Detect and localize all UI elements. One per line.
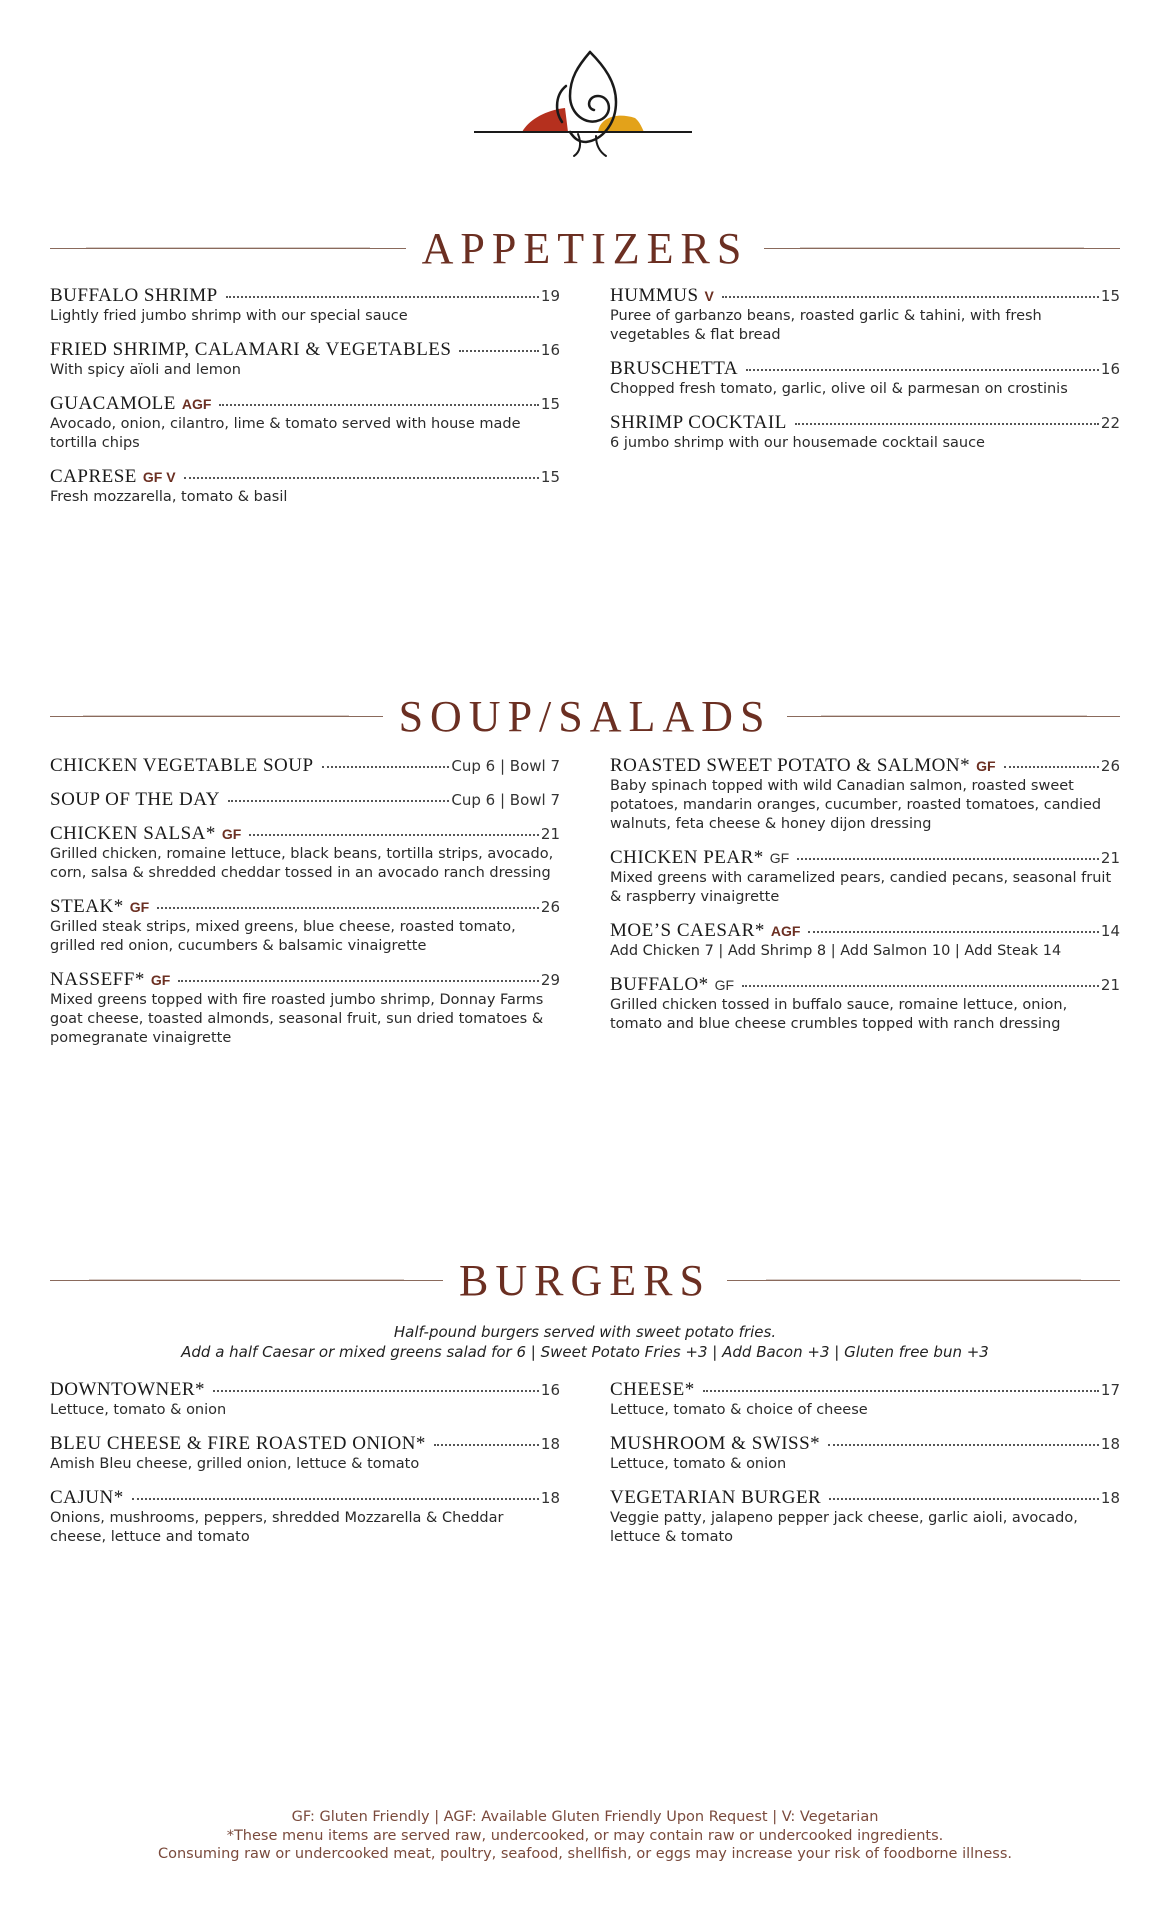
dot-leader (219, 404, 538, 406)
menu-item-name: CHICKEN PEAR* (610, 847, 764, 868)
divider-right (787, 716, 1120, 717)
menu-item (50, 467, 560, 507)
footer-legend: GF: Gluten Friendly | AGF: Available Gluten Friendly Upon Request | V: Vegetarian (291, 1809, 879, 1825)
menu-item-name: ROASTED SWEET POTATO & SALMON* (610, 755, 971, 776)
dot-leader (157, 907, 539, 909)
dot-leader (797, 858, 1099, 860)
menu-item-name: NASSEFF* (50, 969, 145, 990)
menu-item-name: CAPRESE (50, 466, 137, 487)
menu-item-price: 17 (1100, 1381, 1120, 1399)
divider-left (50, 716, 383, 717)
menu-item-name: BUFFALO SHRIMP (50, 285, 218, 306)
burgers-header (50, 1250, 1120, 1310)
menu-item-row (610, 286, 1120, 306)
menu-item-row (50, 1434, 560, 1454)
divider-right (764, 248, 1120, 249)
menu-item (610, 756, 1120, 834)
dietary-tag: GF (976, 758, 996, 774)
menu-item-price: 16 (540, 1381, 560, 1399)
menu-item-price: 16 (1100, 360, 1120, 378)
menu-item-name: STEAK* (50, 896, 124, 917)
menu-item-name: BRUSCHETTA (610, 358, 739, 379)
menu-item (610, 1380, 1120, 1420)
menu-item (610, 921, 1120, 961)
soups-header (50, 686, 1120, 746)
dot-leader (249, 834, 539, 836)
dot-leader (828, 1444, 1099, 1446)
menu-item-row (610, 359, 1120, 379)
menu-item-description: 6 jumbo shrimp with our housemade cocktail sauce (610, 435, 985, 451)
dietary-tag: GF (714, 977, 735, 993)
menu-item-row (610, 921, 1120, 941)
menu-item-description: Lettuce, tomato & onion (50, 1402, 227, 1418)
footer-warning-2: Consuming raw or undercooked meat, poultry, seafood, shellfish, or eggs may increase your risk of foodborne illness. (157, 1846, 1013, 1862)
menu-item-description: Grilled chicken, romaine lettuce, black beans, tortilla strips, avocado, corn, salsa & shredded cheddar tossed in an avocado ranch dressing (50, 846, 554, 881)
dot-leader (703, 1390, 1099, 1392)
dietary-tag: GF (150, 972, 171, 988)
menu-item-row (610, 413, 1120, 433)
appetizers-header (50, 218, 1120, 278)
menu-item-price: 18 (540, 1489, 560, 1507)
burgers-intro (50, 1322, 1120, 1362)
menu-footer (50, 1808, 1120, 1864)
menu-item-price: 15 (540, 468, 560, 486)
menu-item-description: Grilled chicken tossed in buffalo sauce, romaine lettuce, onion, tomato and blue cheese crumbles topped with ranch dressing (610, 997, 1068, 1032)
dot-leader (228, 800, 449, 802)
menu-item (50, 1434, 560, 1474)
menu-item-name: CHEESE* (610, 1379, 695, 1400)
menu-item-price: 18 (1100, 1489, 1120, 1507)
dot-leader (722, 296, 1099, 298)
menu-item-price: 14 (1100, 922, 1120, 940)
menu-item (610, 975, 1120, 1034)
menu-item (610, 413, 1120, 453)
menu-item-row (50, 970, 560, 990)
menu-item-row (50, 286, 560, 306)
dot-leader (322, 766, 450, 768)
menu-item-row (50, 756, 560, 776)
menu-item (50, 897, 560, 956)
dot-leader (184, 477, 539, 479)
menu-item (50, 790, 560, 810)
menu-item-name: MUSHROOM & SWISS* (610, 1433, 821, 1454)
dietary-tag: GF (221, 826, 242, 842)
dot-leader (434, 1444, 539, 1446)
footer-warning-1: *These menu items are served raw, undercooked, or may contain raw or undercooked ingredients. (226, 1827, 944, 1844)
divider-left (50, 1280, 443, 1281)
menu-item-description: Chopped fresh tomato, garlic, olive oil & parmesan on crostinis (610, 381, 1068, 397)
menu-item-name: DOWNTOWNER* (50, 1379, 206, 1400)
menu-item (610, 848, 1120, 907)
appetizers-left-column (50, 286, 560, 521)
menu-item-description: Baby spinach topped with wild Canadian salmon, roasted sweet potatoes, mandarin oranges, cucumber, roasted tomatoes, candied walnuts, feta cheese & honey dijon dressing (610, 778, 1102, 832)
menu-item-name: MOE’S CAESAR* (610, 920, 765, 941)
menu-item-name: CHICKEN VEGETABLE SOUP (50, 755, 314, 776)
burgers-left-column (50, 1380, 560, 1561)
dietary-tag: GF (129, 899, 150, 915)
menu-item-price: 29 (540, 971, 560, 989)
burgers-intro-line1: Half-pound burgers served with sweet potato fries. (393, 1323, 777, 1341)
menu-item-name: BLEU CHEESE & FIRE ROASTED ONION* (50, 1433, 426, 1454)
menu-item (50, 286, 560, 326)
menu-item-row (50, 467, 560, 487)
menu-item-price: 16 (540, 341, 560, 359)
menu-item-description: Lettuce, tomato & choice of cheese (610, 1402, 868, 1418)
menu-item-price: 21 (1100, 976, 1120, 994)
menu-item-name: HUMMUS (610, 285, 699, 306)
menu-item-description: Grilled steak strips, mixed greens, blue cheese, roasted tomato, grilled red onion, cucumbers & balsamic vinaigrette (50, 919, 516, 954)
menu-item-name: FRIED SHRIMP, CALAMARI & VEGETABLES (50, 339, 452, 360)
menu-item (50, 1488, 560, 1547)
menu-item-price: 26 (1100, 757, 1120, 775)
dietary-tag: V (704, 288, 714, 304)
menu-item-price: 26 (540, 898, 560, 916)
menu-item-description: Veggie patty, jalapeno pepper jack cheese, garlic aioli, avocado, lettuce & tomato (610, 1510, 1078, 1545)
menu-item-name: GUACAMOLE (50, 393, 176, 414)
menu-item-price: 15 (1100, 287, 1120, 305)
dietary-tag: AGF (770, 923, 801, 939)
menu-item-description: With spicy aïoli and lemon (50, 362, 241, 378)
menu-item-description: Add Chicken 7 | Add Shrimp 8 | Add Salmon 10 | Add Steak 14 (610, 943, 1062, 959)
soups-right-column (610, 756, 1120, 1048)
menu-item-description: Lettuce, tomato & onion (610, 1456, 787, 1472)
menu-item-price: 18 (540, 1435, 560, 1453)
menu-item-row (610, 975, 1120, 995)
dietary-tag: GF (769, 850, 790, 866)
menu-item-row (50, 1488, 560, 1508)
menu-item-row (50, 340, 560, 360)
menu-item-description: Onions, mushrooms, peppers, shredded Mozzarella & Cheddar cheese, lettuce and tomato (50, 1510, 504, 1545)
dot-leader (829, 1498, 1099, 1500)
dot-leader (226, 296, 539, 298)
menu-item (50, 970, 560, 1048)
dot-leader (742, 985, 1099, 987)
dot-leader (178, 980, 539, 982)
menu-item-price: 19 (540, 287, 560, 305)
menu-item-price: Cup 6 | Bowl 7 (451, 791, 560, 809)
divider-left (50, 248, 406, 249)
soups-left-column (50, 756, 560, 1062)
menu-item-row (610, 1380, 1120, 1400)
menu-item-name: BUFFALO* (610, 974, 709, 995)
menu-item-name: VEGETARIAN BURGER (610, 1487, 822, 1508)
appetizers-right-column (610, 286, 1120, 467)
dot-leader (213, 1390, 539, 1392)
menu-item-description: Avocado, onion, cilantro, lime & tomato served with house made tortilla chips (50, 416, 521, 451)
menu-item-price: 21 (540, 825, 560, 843)
menu-item (610, 359, 1120, 399)
menu-item (610, 1434, 1120, 1474)
menu-item-price: 15 (540, 395, 560, 413)
menu-item-name: SOUP OF THE DAY (50, 789, 220, 810)
menu-item (50, 756, 560, 776)
menu-item-name: CHICKEN SALSA* (50, 823, 216, 844)
dot-leader (746, 369, 1099, 371)
menu-item-row (610, 848, 1120, 868)
menu-item-row (610, 1488, 1120, 1508)
dot-leader (459, 350, 538, 352)
dot-leader (795, 423, 1099, 425)
menu-item-name: SHRIMP COCKTAIL (610, 412, 787, 433)
menu-item-row (50, 897, 560, 917)
section-title: SOUP/SALADS (398, 691, 772, 741)
menu-item-price: Cup 6 | Bowl 7 (451, 757, 560, 775)
menu-item-description: Mixed greens with caramelized pears, candied pecans, seasonal fruit & raspberry vinaigrette (610, 870, 1112, 905)
dietary-tag: AGF (181, 396, 212, 412)
menu-item-row (50, 790, 560, 810)
burgers-intro-line2: Add a half Caesar or mixed greens salad for 6 | Sweet Potato Fries +3 | Add Bacon +3 | Gluten free bun +3 (181, 1343, 989, 1361)
menu-item-description: Puree of garbanzo beans, roasted garlic & tahini, with fresh vegetables & flat bread (610, 308, 1042, 343)
menu-item-description: Lightly fried jumbo shrimp with our special sauce (50, 308, 408, 324)
menu-item-row (610, 756, 1120, 776)
restaurant-logo-flame-icon (470, 48, 696, 160)
menu-item-description: Mixed greens topped with fire roasted jumbo shrimp, Donnay Farms goat cheese, toasted almonds, seasonal fruit, sun dried tomatoes & pomegranate vinaigrette (50, 992, 544, 1046)
menu-item-row (50, 824, 560, 844)
menu-item-name: CAJUN* (50, 1487, 124, 1508)
menu-item-row (50, 1380, 560, 1400)
menu-item-row (50, 394, 560, 414)
dot-leader (808, 931, 1099, 933)
dot-leader (1004, 766, 1099, 768)
menu-item-description: Amish Bleu cheese, grilled onion, lettuce & tomato (50, 1456, 420, 1472)
menu-item (50, 394, 560, 453)
menu-item-description: Fresh mozzarella, tomato & basil (50, 489, 288, 505)
dot-leader (132, 1498, 539, 1500)
burgers-right-column (610, 1380, 1120, 1561)
section-title: APPETIZERS (421, 223, 749, 273)
menu-item (50, 340, 560, 380)
menu-item (50, 1380, 560, 1420)
menu-item-price: 22 (1100, 414, 1120, 432)
menu-item (610, 1488, 1120, 1547)
menu-item-row (610, 1434, 1120, 1454)
menu-item (50, 824, 560, 883)
divider-right (727, 1280, 1120, 1281)
dietary-tag: GF V (142, 469, 176, 485)
section-title: BURGERS (459, 1255, 711, 1305)
menu-item-price: 21 (1100, 849, 1120, 867)
menu-item (610, 286, 1120, 345)
menu-item-price: 18 (1100, 1435, 1120, 1453)
